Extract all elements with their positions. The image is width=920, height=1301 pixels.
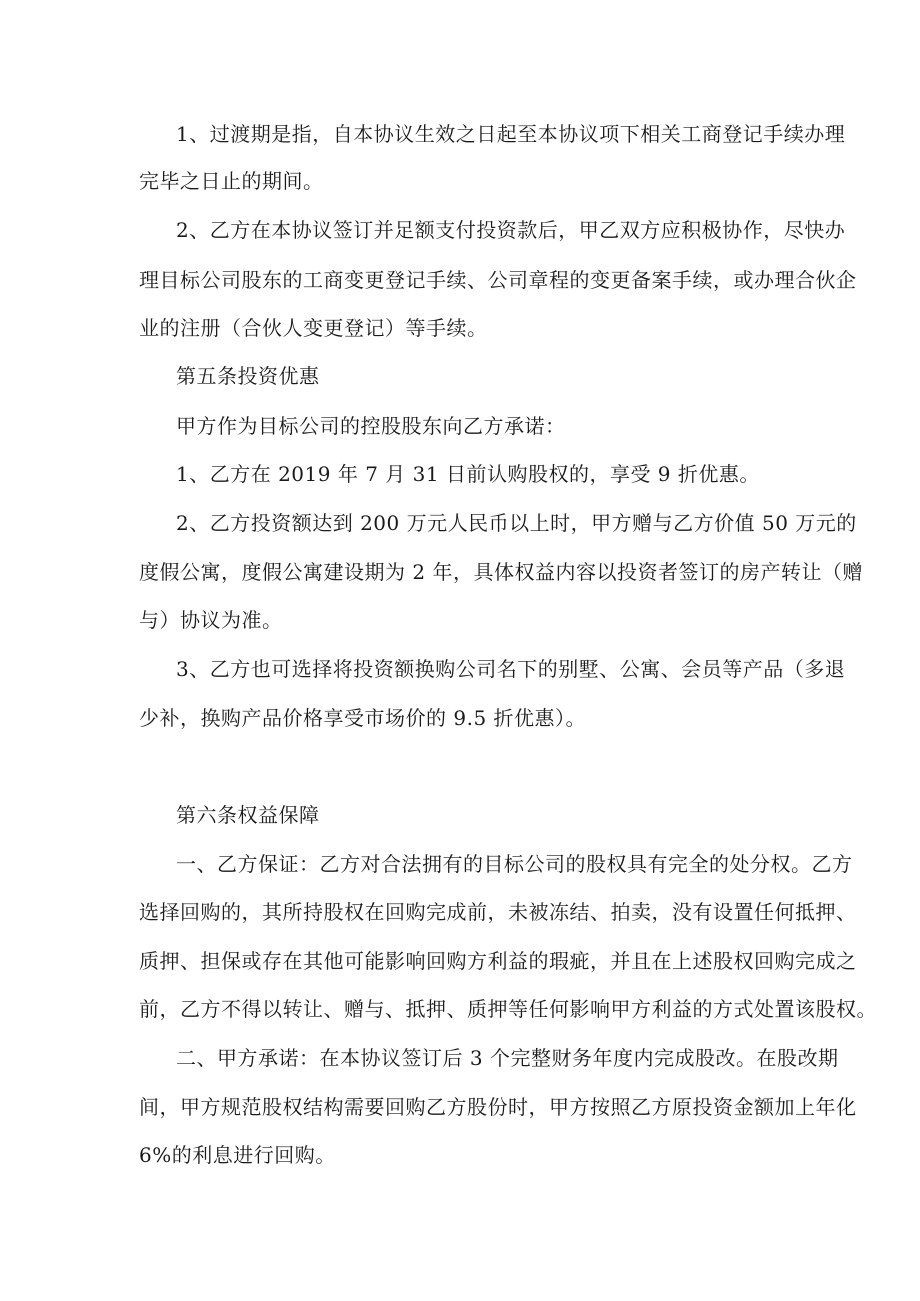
clause-transition-period-line-2: 完毕之日止的期间。 bbox=[139, 169, 324, 193]
article-6-item-1-line-3: 质押、担保或存在其他可能影响回购方利益的瑕疵，并且在上述股权回购完成之 bbox=[139, 949, 857, 973]
article-5-item-2-line-1: 2、乙方投资额达到 200 万元人民币以上时，甲方赠与乙方价值 50 万元的 bbox=[176, 511, 857, 535]
clause-registration-line-3: 业的注册（合伙人变更登记）等手续。 bbox=[139, 316, 488, 340]
article-6-item-2-line-2: 间，甲方规范股权结构需要回购乙方股份时，甲方按照乙方原投资金额加上年化 bbox=[139, 1095, 857, 1119]
article-6-item-2-line-3: 6%的利息进行回购。 bbox=[139, 1143, 336, 1167]
article-5-item-3-line-1: 3、乙方也可选择将投资额换购公司名下的别墅、公寓、会员等产品（多退 bbox=[176, 657, 846, 681]
clause-registration-line-1: 2、乙方在本协议签订并足额支付投资款后，甲乙双方应积极协作，尽快办 bbox=[176, 218, 846, 242]
clause-transition-period-line-1: 1、过渡期是指，自本协议生效之日起至本协议项下相关工商登记手续办理 bbox=[176, 122, 846, 146]
article-6-item-1-line-1: 一、乙方保证：乙方对合法拥有的目标公司的股权具有完全的处分权。乙方 bbox=[176, 852, 853, 876]
article-6-item-2-line-1: 二、甲方承诺：在本协议签订后 3 个完整财务年度内完成股改。在股改期 bbox=[176, 1046, 839, 1070]
clause-registration-line-2: 理目标公司股东的工商变更登记手续、公司章程的变更备案手续，或办理合伙企 bbox=[139, 268, 857, 292]
section-heading-article-6: 第六条权益保障 bbox=[176, 803, 320, 827]
article-6-item-1-line-2: 选择回购的，其所持股权在回购完成前，未被冻结、拍卖，没有设置任何抵押、 bbox=[139, 900, 857, 924]
article-5-item-1: 1、乙方在 2019 年 7 月 31 日前认购股权的，享受 9 折优惠。 bbox=[176, 462, 760, 486]
article-5-item-2-line-2: 度假公寓，度假公寓建设期为 2 年，具体权益内容以投资者签订的房产转让（赠 bbox=[139, 560, 863, 584]
article-5-item-3-line-2: 少补，换购产品价格享受市场价的 9.5 折优惠）。 bbox=[139, 706, 587, 730]
article-5-item-2-line-3: 与）协议为准。 bbox=[139, 608, 283, 632]
article-5-intro: 甲方作为目标公司的控股股东向乙方承诺： bbox=[176, 414, 566, 438]
section-heading-article-5: 第五条投资优惠 bbox=[176, 364, 320, 388]
article-6-item-1-line-4: 前，乙方不得以转让、赠与、抵押、质押等任何影响甲方利益的方式处置该股权。 bbox=[139, 997, 877, 1021]
